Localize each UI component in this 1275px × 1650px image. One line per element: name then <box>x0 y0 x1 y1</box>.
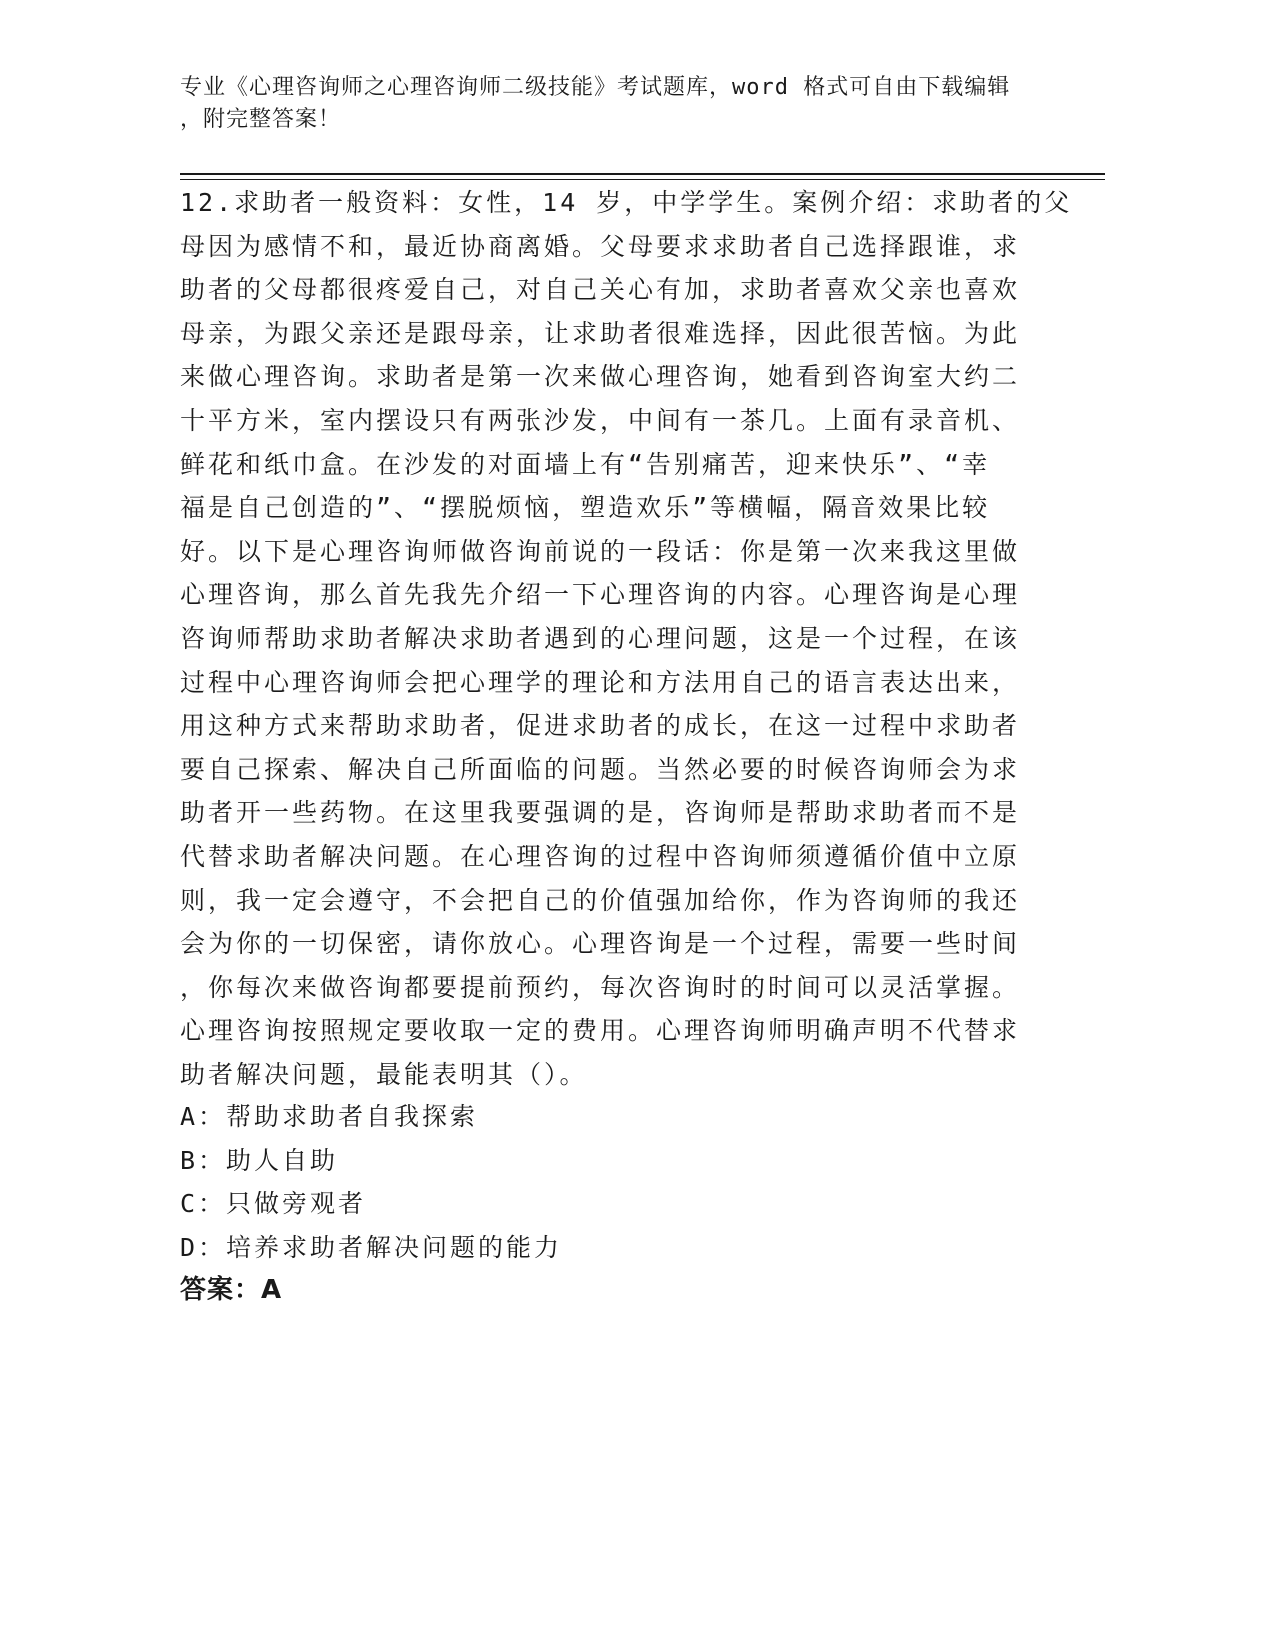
question-line: 心理咨询按照规定要收取一定的费用。心理咨询师明确声明不代替求 <box>180 1016 1021 1046</box>
question-line: 母因为感情不和，最近协商离婚。父母要求求助者自己选择跟谁，求 <box>180 231 1021 261</box>
option-c: C：只做旁观者 <box>180 1189 367 1219</box>
question-line: 助者的父母都很疼爱自己，对自己关心有加，求助者喜欢父亲也喜欢 <box>180 275 1021 305</box>
header-line-1: 专业《心理咨询师之心理咨询师二级技能》考试题库，word 格式可自由下载编辑 <box>180 75 1011 100</box>
question-line: 助者解决问题，最能表明其（）。 <box>180 1059 588 1089</box>
question-line: 代替求助者解决问题。在心理咨询的过程中咨询师须遵循价值中立原 <box>180 841 1021 871</box>
question-line: 鲜花和纸巾盒。在沙发的对面墙上有“告别痛苦，迎来快乐”、“幸 <box>180 449 991 479</box>
option-a: A：帮助求助者自我探索 <box>180 1102 479 1131</box>
answer-options <box>180 1095 1080 1269</box>
document-header <box>180 72 1060 136</box>
answer-key: 答案：A <box>180 1275 283 1305</box>
header-divider-thick <box>180 173 1105 175</box>
option-b: B：助人自助 <box>180 1145 339 1175</box>
option-d: D：培养求助者解决问题的能力 <box>180 1232 563 1262</box>
question-line: 要自己探索、解决自己所面临的问题。当然必要的时候咨询师会为求 <box>180 754 1021 784</box>
question-line: 母亲，为跟父亲还是跟母亲，让求助者很难选择，因此很苦恼。为此 <box>180 318 1021 348</box>
question-line: 好。以下是心理咨询师做咨询前说的一段话：你是第一次来我这里做 <box>180 536 1021 566</box>
question-line: 心理咨询，那么首先我先介绍一下心理咨询的内容。心理咨询是心理 <box>180 580 1021 610</box>
header-divider-thin <box>180 179 1105 180</box>
header-line-2: ，附完整答案！ <box>180 107 342 132</box>
question-line: 会为你的一切保密，请你放心。心理咨询是一个过程，需要一些时间 <box>180 929 1021 959</box>
question-line: 十平方米，室内摆设只有两张沙发，中间有一茶几。上面有录音机、 <box>180 405 1021 435</box>
question-line: 用这种方式来帮助求助者，促进求助者的成长，在这一过程中求助者 <box>180 711 1021 741</box>
question-line: 助者开一些药物。在这里我要强调的是，咨询师是帮助求助者而不是 <box>180 798 1021 828</box>
question-line: 则，我一定会遵守，不会把自己的价值强加给你，作为咨询师的我还 <box>180 885 1021 915</box>
question-line: ，你每次来做咨询都要提前预约，每次咨询时的时间可以灵活掌握。 <box>180 972 1021 1002</box>
question-line: 来做心理咨询。求助者是第一次来做心理咨询，她看到咨询室大约二 <box>180 362 1021 392</box>
question-stem <box>180 181 1080 1096</box>
question-line: 12.求助者一般资料：女性，14 岁，中学学生。案例介绍：求助者的父 <box>180 188 1073 217</box>
question-line: 福是自己创造的”、“摆脱烦恼，塑造欢乐”等横幅，隔音效果比较 <box>180 493 991 523</box>
question-line: 咨询师帮助求助者解决求助者遇到的心理问题，这是一个过程，在该 <box>180 623 1021 653</box>
question-line: 过程中心理咨询师会把心理学的理论和方法用自己的语言表达出来， <box>180 667 1021 697</box>
